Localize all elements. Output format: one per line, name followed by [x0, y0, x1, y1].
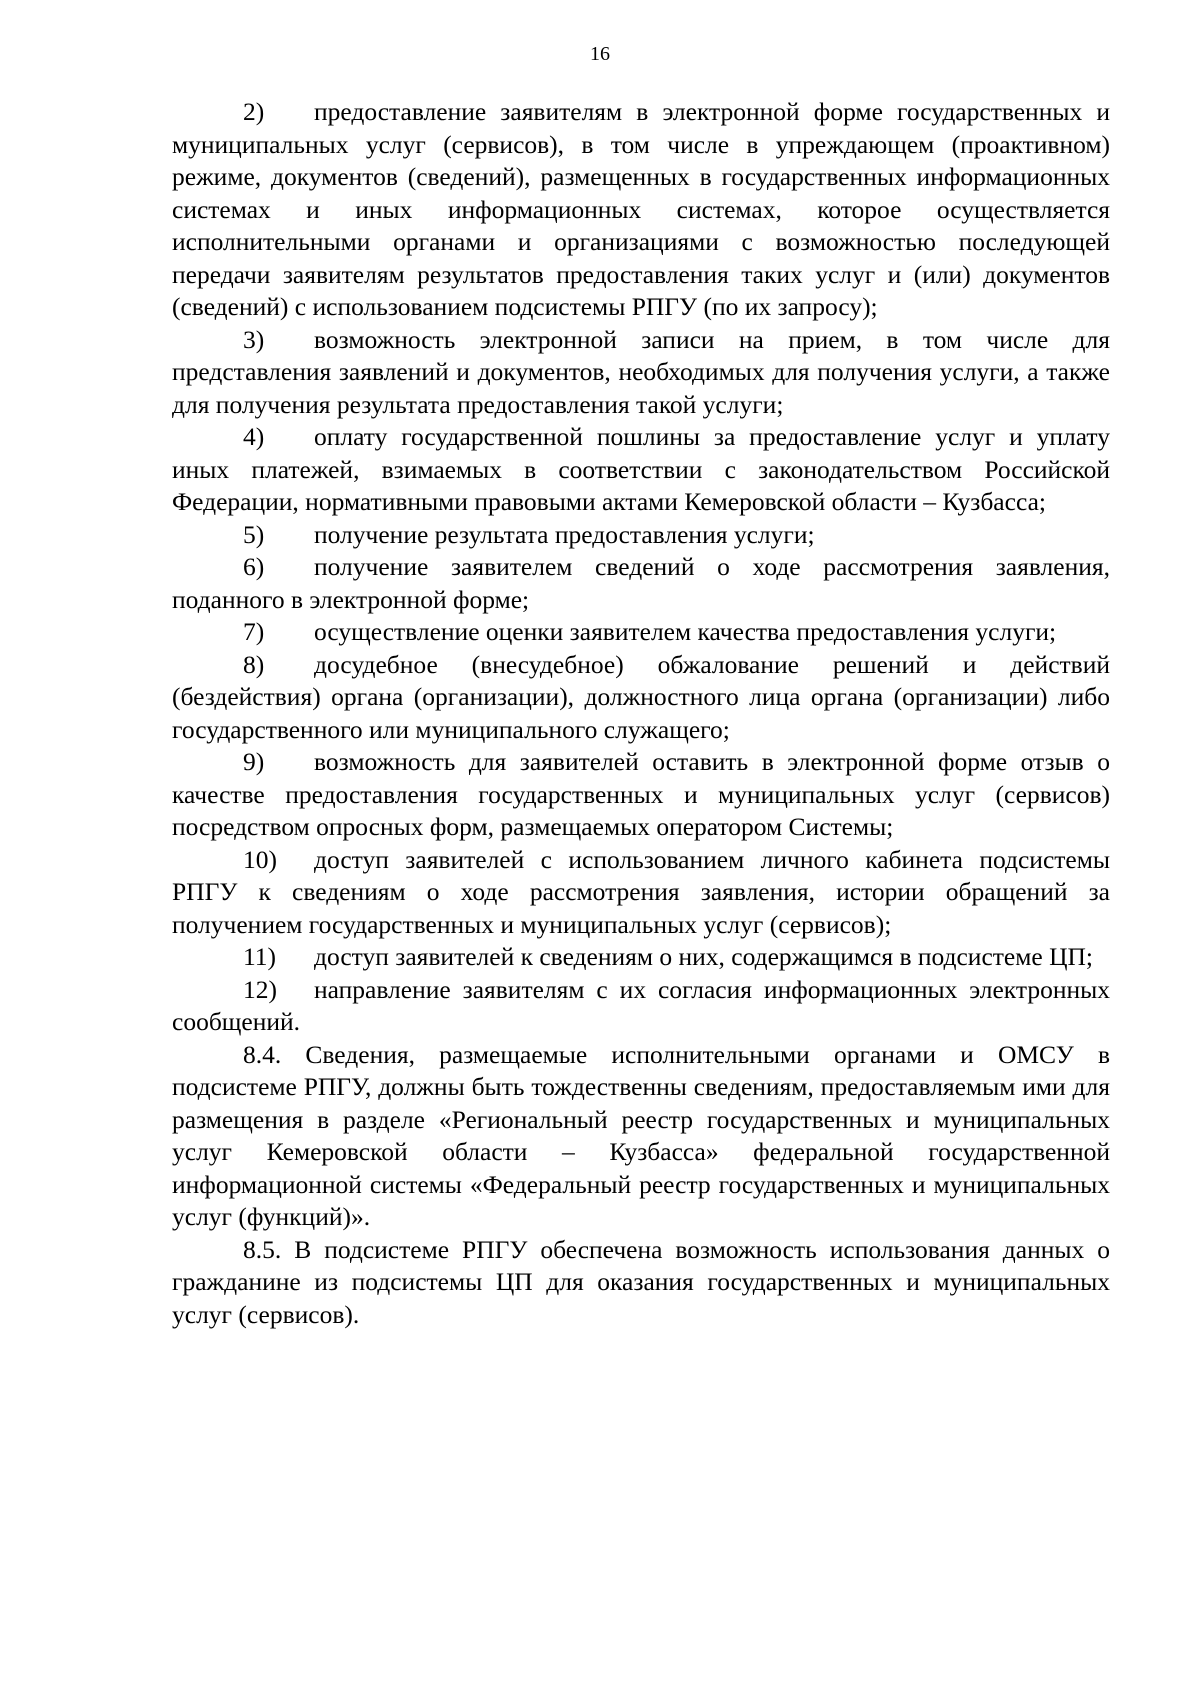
paragraph-8-5: 8.5. В подсистеме РПГУ обеспечена возможность использования данных о гражданине из подсистемы ЦП для оказания государственных и муниципальных услуг (сервисов).: [172, 1234, 1110, 1329]
list-item-10: [172, 844, 1110, 942]
list-item-text: получение заявителем сведений о ходе рассмотрения заявления, поданного в электронной форме;: [172, 552, 1110, 614]
list-item-text: предоставление заявителям в электронной форме государственных и муниципальных услуг (сервисов), в том числе в упреждающем (проактивном) режиме, документов (сведений), размещенных в государственных информационных системах и иных информационных системах, которое осуществляется исполнительными органами и организациями с возможностью последующей передачи заявителям результатов предоставления таких услуг и (или) документов (сведений) с использованием подсистемы РПГУ (по их запросу);: [172, 97, 1110, 321]
list-item-3: [172, 324, 1110, 422]
list-item-6: [172, 551, 1110, 616]
paragraph-8-4: 8.4. Сведения, размещаемые исполнительными органами и ОМСУ в подсистеме РПГУ, должны быть тождественны сведениям, предоставляемым ими для размещения в разделе «Региональный реестр государственных и муниципальных услуг Кемеровской области – Кузбасса» федеральной государственной информационной системы «Федеральный реестр государственных и муниципальных услуг (функций)».: [172, 1039, 1110, 1231]
document-body: [172, 96, 1110, 1331]
list-item-number: 12): [243, 974, 277, 1004]
list-item-text: возможность для заявителей оставить в электронной форме отзыв о качестве предоставления государственных и муниципальных услуг (сервисов) посредством опросных форм, размещаемых оператором Системы;: [172, 747, 1110, 841]
list-item-7: [172, 616, 1110, 649]
list-item-text: осуществление оценки заявителем качества предоставления услуги;: [314, 617, 1057, 646]
list-item-number: 4): [243, 422, 265, 451]
list-item-text: доступ заявителей к сведениям о них, содержащимся в подсистеме ЦП;: [314, 942, 1093, 971]
list-item-text: возможность электронной записи на прием, в том числе для представления заявлений и документов, необходимых для получения услуги, а также для получения результата предоставления такой услуги;: [172, 324, 1110, 419]
list-item-number: 7): [243, 617, 265, 646]
list-item-number: 5): [243, 519, 265, 549]
list-item-9: [172, 746, 1110, 844]
list-item-number: 11): [243, 942, 277, 971]
list-item-number: 3): [243, 324, 265, 354]
list-item-text: получение результата предоставления услуги;: [314, 519, 815, 549]
list-item-text: доступ заявителей с использованием личного кабинета подсистемы РПГУ к сведениям о ходе рассмотрения заявления, истории обращений за получением государственных и муниципальных услуг (сервисов);: [172, 844, 1110, 939]
list-item-8: [172, 649, 1110, 747]
list-item-11: [172, 941, 1110, 974]
list-item-12: [172, 974, 1110, 1039]
list-item-text: направление заявителям с их согласия информационных электронных сообщений.: [172, 974, 1110, 1036]
list-item-5: [172, 519, 1110, 552]
list-item-number: 10): [243, 844, 277, 874]
list-item-text: оплату государственной пошлины за предоставление услуг и уплату иных платежей, взимаемых в соответствии с законодательством Российской Федерации, нормативными правовыми актами Кемеровской области – Кузбасса;: [172, 422, 1110, 516]
list-item-number: 2): [243, 97, 265, 126]
page-number: 16: [590, 43, 610, 65]
list-item-number: 9): [243, 747, 265, 776]
list-item-number: 8): [243, 649, 265, 679]
list-item-2: [172, 96, 1110, 324]
list-item-4: [172, 421, 1110, 519]
list-item-text: досудебное (внесудебное) обжалование решений и действий (бездействия) органа (организации), должностного лица органа (организации) либо государственного или муниципального служащего;: [172, 649, 1110, 744]
list-item-number: 6): [243, 552, 265, 581]
